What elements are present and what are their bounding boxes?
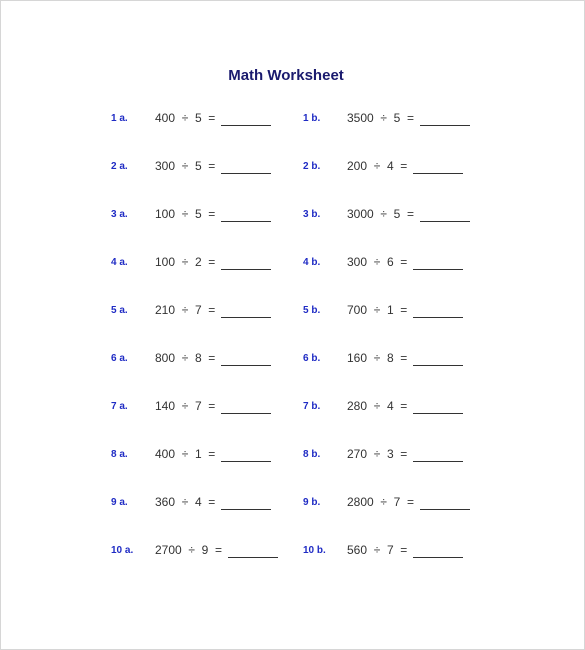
problem-expression: 270 ÷ 3 =: [347, 447, 408, 461]
problem-expression: 300 ÷ 6 =: [347, 255, 408, 269]
problem-1b: [303, 108, 470, 128]
problem-label: 4 b.: [303, 256, 321, 268]
problem-2b: [303, 156, 463, 176]
problem-row: [1, 108, 585, 156]
worksheet-title: Math Worksheet: [228, 67, 344, 84]
problem-label: 1 b.: [303, 112, 321, 124]
problem-expression: 140 ÷ 7 =: [155, 399, 216, 413]
answer-blank[interactable]: [221, 353, 271, 366]
problem-expression: 2800 ÷ 7 =: [347, 495, 414, 509]
problem-4b: [303, 252, 463, 272]
problem-9a: [111, 492, 271, 512]
problem-expression: 800 ÷ 8 =: [155, 351, 216, 365]
answer-blank[interactable]: [420, 209, 470, 222]
problem-row: [1, 300, 585, 348]
problem-expression: 400 ÷ 1 =: [155, 447, 216, 461]
problem-6b: [303, 348, 463, 368]
answer-blank[interactable]: [221, 113, 271, 126]
problem-expression: 3000 ÷ 5 =: [347, 207, 414, 221]
problem-expression: 360 ÷ 4 =: [155, 495, 216, 509]
answer-blank[interactable]: [420, 497, 470, 510]
problem-7b: [303, 396, 463, 416]
problem-label: 6 b.: [303, 352, 321, 364]
problem-row: [1, 252, 585, 300]
problem-expression: 560 ÷ 7 =: [347, 543, 408, 557]
problem-3a: [111, 204, 271, 224]
problem-3b: [303, 204, 470, 224]
problem-expression: 100 ÷ 5 =: [155, 207, 216, 221]
problem-row: [1, 156, 585, 204]
problem-10a: [111, 540, 278, 560]
answer-blank[interactable]: [413, 449, 463, 462]
problem-label: 7 a.: [111, 400, 128, 412]
problem-label: 8 a.: [111, 448, 128, 460]
problem-1a: [111, 108, 271, 128]
problem-row: [1, 540, 585, 588]
answer-blank[interactable]: [221, 257, 271, 270]
problem-9b: [303, 492, 470, 512]
problem-7a: [111, 396, 271, 416]
problem-label: 2 a.: [111, 160, 128, 172]
answer-blank[interactable]: [221, 161, 271, 174]
problem-5b: [303, 300, 463, 320]
problem-label: 9 a.: [111, 496, 128, 508]
answer-blank[interactable]: [221, 305, 271, 318]
problem-expression: 400 ÷ 5 =: [155, 111, 216, 125]
problem-label: 1 a.: [111, 112, 128, 124]
problem-label: 2 b.: [303, 160, 321, 172]
answer-blank[interactable]: [221, 497, 271, 510]
problem-expression: 2700 ÷ 9 =: [155, 543, 222, 557]
problem-label: 7 b.: [303, 400, 321, 412]
problem-label: 6 a.: [111, 352, 128, 364]
problem-expression: 210 ÷ 7 =: [155, 303, 216, 317]
problem-row: [1, 204, 585, 252]
answer-blank[interactable]: [420, 113, 470, 126]
problem-row: [1, 396, 585, 444]
problem-8a: [111, 444, 271, 464]
problem-label: 5 a.: [111, 304, 128, 316]
answer-blank[interactable]: [221, 449, 271, 462]
problem-6a: [111, 348, 271, 368]
problem-label: 5 b.: [303, 304, 321, 316]
problem-expression: 100 ÷ 2 =: [155, 255, 216, 269]
problem-expression: 280 ÷ 4 =: [347, 399, 408, 413]
problem-4a: [111, 252, 271, 272]
answer-blank[interactable]: [413, 161, 463, 174]
problem-expression: 3500 ÷ 5 =: [347, 111, 414, 125]
problem-8b: [303, 444, 463, 464]
problem-label: 4 a.: [111, 256, 128, 268]
problem-expression: 200 ÷ 4 =: [347, 159, 408, 173]
problem-5a: [111, 300, 271, 320]
problem-row: [1, 348, 585, 396]
answer-blank[interactable]: [413, 305, 463, 318]
problem-label: 10 b.: [303, 544, 326, 556]
problem-label: 10 a.: [111, 544, 134, 556]
problem-2a: [111, 156, 271, 176]
answer-blank[interactable]: [413, 401, 463, 414]
problem-expression: 300 ÷ 5 =: [155, 159, 216, 173]
problem-label: 3 a.: [111, 208, 128, 220]
problem-10b: [303, 540, 463, 560]
problem-expression: 700 ÷ 1 =: [347, 303, 408, 317]
problem-row: [1, 492, 585, 540]
problem-label: 3 b.: [303, 208, 321, 220]
answer-blank[interactable]: [228, 545, 278, 558]
answer-blank[interactable]: [413, 257, 463, 270]
answer-blank[interactable]: [221, 209, 271, 222]
problem-expression: 160 ÷ 8 =: [347, 351, 408, 365]
problem-row: [1, 444, 585, 492]
answer-blank[interactable]: [413, 545, 463, 558]
problem-grid: [1, 108, 585, 588]
problem-label: 8 b.: [303, 448, 321, 460]
answer-blank[interactable]: [221, 401, 271, 414]
problem-label: 9 b.: [303, 496, 321, 508]
answer-blank[interactable]: [413, 353, 463, 366]
